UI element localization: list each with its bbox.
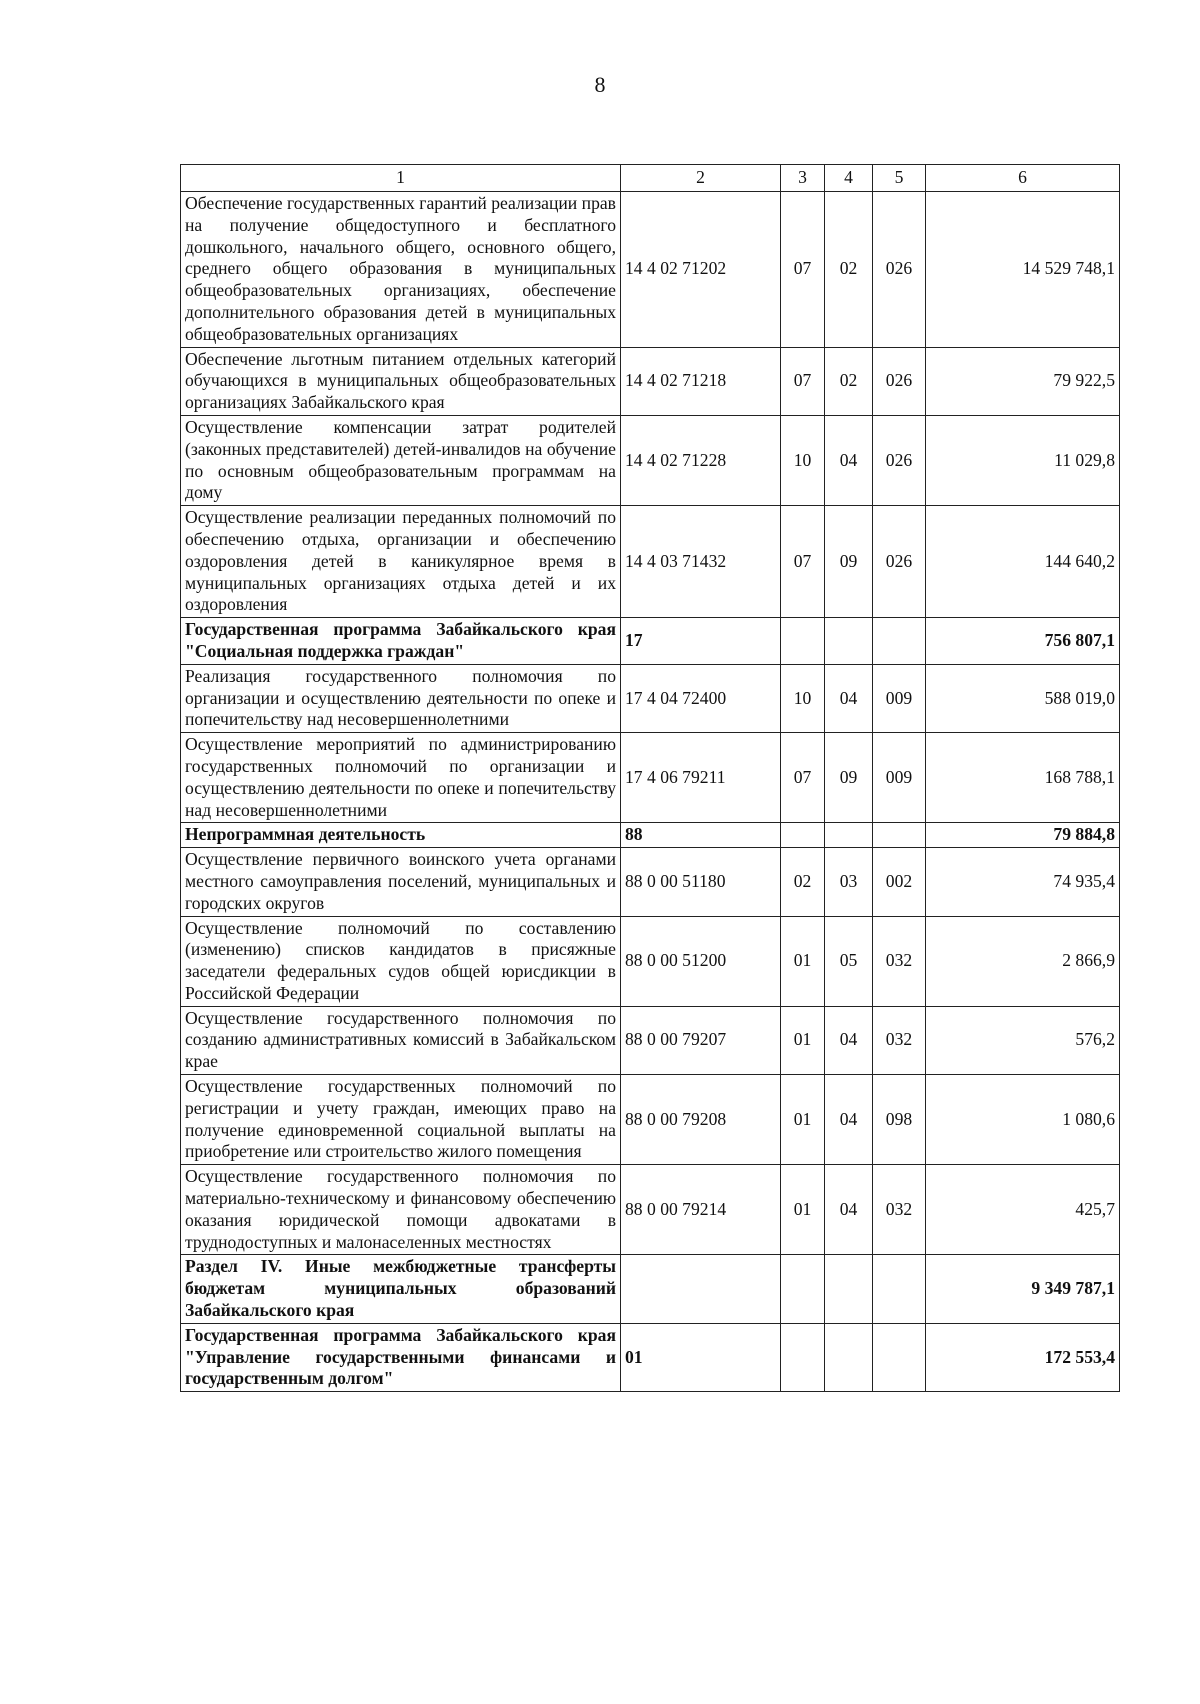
table-row [181, 1165, 1120, 1255]
row-subsection-cell: 09 [825, 733, 873, 823]
column-header-2: 2 [621, 165, 781, 192]
row-section-cell [781, 618, 825, 665]
row-name-cell: Осуществление государственного полномочия по материально-техническому и финансовому обеспечению оказания юридической помощи адвокатами в труднодоступных и малонаселенных местностях [181, 1165, 621, 1255]
row-amount-cell: 425,7 [926, 1165, 1120, 1255]
row-name-cell: Государственная программа Забайкальского края "Социальная поддержка граждан" [181, 618, 621, 665]
row-section-cell: 01 [781, 1006, 825, 1074]
column-header-3: 3 [781, 165, 825, 192]
row-name-cell: Осуществление полномочий по составлению (изменению) списков кандидатов в присяжные заседатели федеральных судов общей юрисдикции в Российской Федерации [181, 916, 621, 1006]
table-row [181, 618, 1120, 665]
row-subsection-cell: 04 [825, 664, 873, 732]
row-subsection-cell: 09 [825, 506, 873, 618]
row-subsection-cell: 04 [825, 1075, 873, 1165]
row-subsection-cell: 03 [825, 848, 873, 916]
row-name-cell: Осуществление реализации переданных полномочий по обеспечению отдыха, организации и обеспечению оздоровления детей в каникулярное время в муниципальных организациях отдыха детей и их оздоровления [181, 506, 621, 618]
row-section-cell: 02 [781, 848, 825, 916]
table-header-row [181, 165, 1120, 192]
row-section-cell: 01 [781, 1165, 825, 1255]
row-code-cell: 88 [621, 823, 781, 848]
row-amount-cell: 576,2 [926, 1006, 1120, 1074]
column-header-5: 5 [873, 165, 926, 192]
budget-table [180, 164, 1120, 1392]
table-row [181, 1006, 1120, 1074]
table-row [181, 664, 1120, 732]
row-code-cell: 14 4 02 71228 [621, 415, 781, 505]
row-code-cell: 88 0 00 79207 [621, 1006, 781, 1074]
row-amount-cell: 588 019,0 [926, 664, 1120, 732]
row-name-cell: Осуществление первичного воинского учета органами местного самоуправления поселений, муниципальных и городских округов [181, 848, 621, 916]
table-row [181, 347, 1120, 415]
row-name-cell: Осуществление мероприятий по администрированию государственных полномочий по организации и осуществлению деятельности по опеке и попечительству над несовершеннолетними [181, 733, 621, 823]
row-code-cell: 88 0 00 79208 [621, 1075, 781, 1165]
row-section-cell [781, 1323, 825, 1391]
row-admin-code-cell: 032 [873, 1006, 926, 1074]
row-code-cell: 14 4 02 71218 [621, 347, 781, 415]
table-row [181, 415, 1120, 505]
row-code-cell: 14 4 03 71432 [621, 506, 781, 618]
row-subsection-cell [825, 618, 873, 665]
row-section-cell: 01 [781, 1075, 825, 1165]
table-row [181, 848, 1120, 916]
row-subsection-cell: 02 [825, 192, 873, 348]
row-subsection-cell: 05 [825, 916, 873, 1006]
row-amount-cell: 11 029,8 [926, 415, 1120, 505]
row-section-cell: 07 [781, 506, 825, 618]
row-section-cell: 07 [781, 347, 825, 415]
table-row [181, 916, 1120, 1006]
column-header-6: 6 [926, 165, 1120, 192]
row-section-cell: 01 [781, 916, 825, 1006]
row-name-cell: Осуществление государственных полномочий по регистрации и учету граждан, имеющих право на получение единовременной социальной выплаты на приобретение или строительство жилого помещения [181, 1075, 621, 1165]
row-code-cell: 14 4 02 71202 [621, 192, 781, 348]
row-amount-cell: 79 884,8 [926, 823, 1120, 848]
column-header-4: 4 [825, 165, 873, 192]
row-amount-cell: 79 922,5 [926, 347, 1120, 415]
row-admin-code-cell [873, 823, 926, 848]
row-subsection-cell: 04 [825, 1165, 873, 1255]
page-number: 8 [594, 72, 606, 97]
row-name-cell: Государственная программа Забайкальского края "Управление государственными финансами и государственным долгом" [181, 1323, 621, 1391]
row-code-cell: 88 0 00 51200 [621, 916, 781, 1006]
row-subsection-cell [825, 1323, 873, 1391]
row-admin-code-cell: 026 [873, 506, 926, 618]
row-amount-cell: 144 640,2 [926, 506, 1120, 618]
table-row [181, 506, 1120, 618]
row-code-cell: 88 0 00 51180 [621, 848, 781, 916]
row-admin-code-cell: 002 [873, 848, 926, 916]
row-code-cell: 17 [621, 618, 781, 665]
table-row [181, 1075, 1120, 1165]
row-amount-cell: 14 529 748,1 [926, 192, 1120, 348]
row-admin-code-cell: 032 [873, 916, 926, 1006]
row-name-cell: Раздел IV. Иные межбюджетные трансферты бюджетам муниципальных образований Забайкальского края [181, 1255, 621, 1323]
row-admin-code-cell: 032 [873, 1165, 926, 1255]
row-amount-cell: 1 080,6 [926, 1075, 1120, 1165]
row-subsection-cell: 02 [825, 347, 873, 415]
row-section-cell: 07 [781, 733, 825, 823]
row-subsection-cell [825, 823, 873, 848]
row-admin-code-cell [873, 1255, 926, 1323]
row-subsection-cell: 04 [825, 1006, 873, 1074]
row-section-cell: 10 [781, 415, 825, 505]
row-code-cell: 01 [621, 1323, 781, 1391]
row-admin-code-cell: 026 [873, 347, 926, 415]
row-admin-code-cell: 026 [873, 192, 926, 348]
row-code-cell: 17 4 04 72400 [621, 664, 781, 732]
row-name-cell: Непрограммная деятельность [181, 823, 621, 848]
table-row [181, 1255, 1120, 1323]
row-subsection-cell [825, 1255, 873, 1323]
row-subsection-cell: 04 [825, 415, 873, 505]
row-section-cell [781, 823, 825, 848]
row-admin-code-cell: 009 [873, 733, 926, 823]
column-header-1: 1 [181, 165, 621, 192]
row-amount-cell: 168 788,1 [926, 733, 1120, 823]
table-row [181, 1323, 1120, 1391]
row-admin-code-cell [873, 618, 926, 665]
row-amount-cell: 756 807,1 [926, 618, 1120, 665]
row-admin-code-cell: 009 [873, 664, 926, 732]
row-amount-cell: 172 553,4 [926, 1323, 1120, 1391]
row-amount-cell: 74 935,4 [926, 848, 1120, 916]
row-amount-cell: 2 866,9 [926, 916, 1120, 1006]
table-body [181, 192, 1120, 1392]
row-code-cell: 17 4 06 79211 [621, 733, 781, 823]
row-admin-code-cell: 098 [873, 1075, 926, 1165]
row-section-cell: 07 [781, 192, 825, 348]
row-amount-cell: 9 349 787,1 [926, 1255, 1120, 1323]
row-code-cell [621, 1255, 781, 1323]
row-name-cell: Осуществление компенсации затрат родителей (законных представителей) детей-инвалидов на обучение по основным общеобразовательным программам на дому [181, 415, 621, 505]
row-section-cell: 10 [781, 664, 825, 732]
row-name-cell: Обеспечение государственных гарантий реализации прав на получение общедоступного и бесплатного дошкольного, начального общего, основного общего, среднего общего образования в муниципальных общеобразовательных организациях, обеспечение дополнительного образования детей в муниципальных общеобразовательных организациях [181, 192, 621, 348]
table-row [181, 192, 1120, 348]
row-code-cell: 88 0 00 79214 [621, 1165, 781, 1255]
row-section-cell [781, 1255, 825, 1323]
row-admin-code-cell: 026 [873, 415, 926, 505]
row-admin-code-cell [873, 1323, 926, 1391]
table-row [181, 823, 1120, 848]
row-name-cell: Обеспечение льготным питанием отдельных категорий обучающихся в муниципальных общеобразовательных организациях Забайкальского края [181, 347, 621, 415]
row-name-cell: Реализация государственного полномочия по организации и осуществлению деятельности по опеке и попечительству над несовершеннолетними [181, 664, 621, 732]
row-name-cell: Осуществление государственного полномочия по созданию административных комиссий в Забайкальском крае [181, 1006, 621, 1074]
table-row [181, 733, 1120, 823]
